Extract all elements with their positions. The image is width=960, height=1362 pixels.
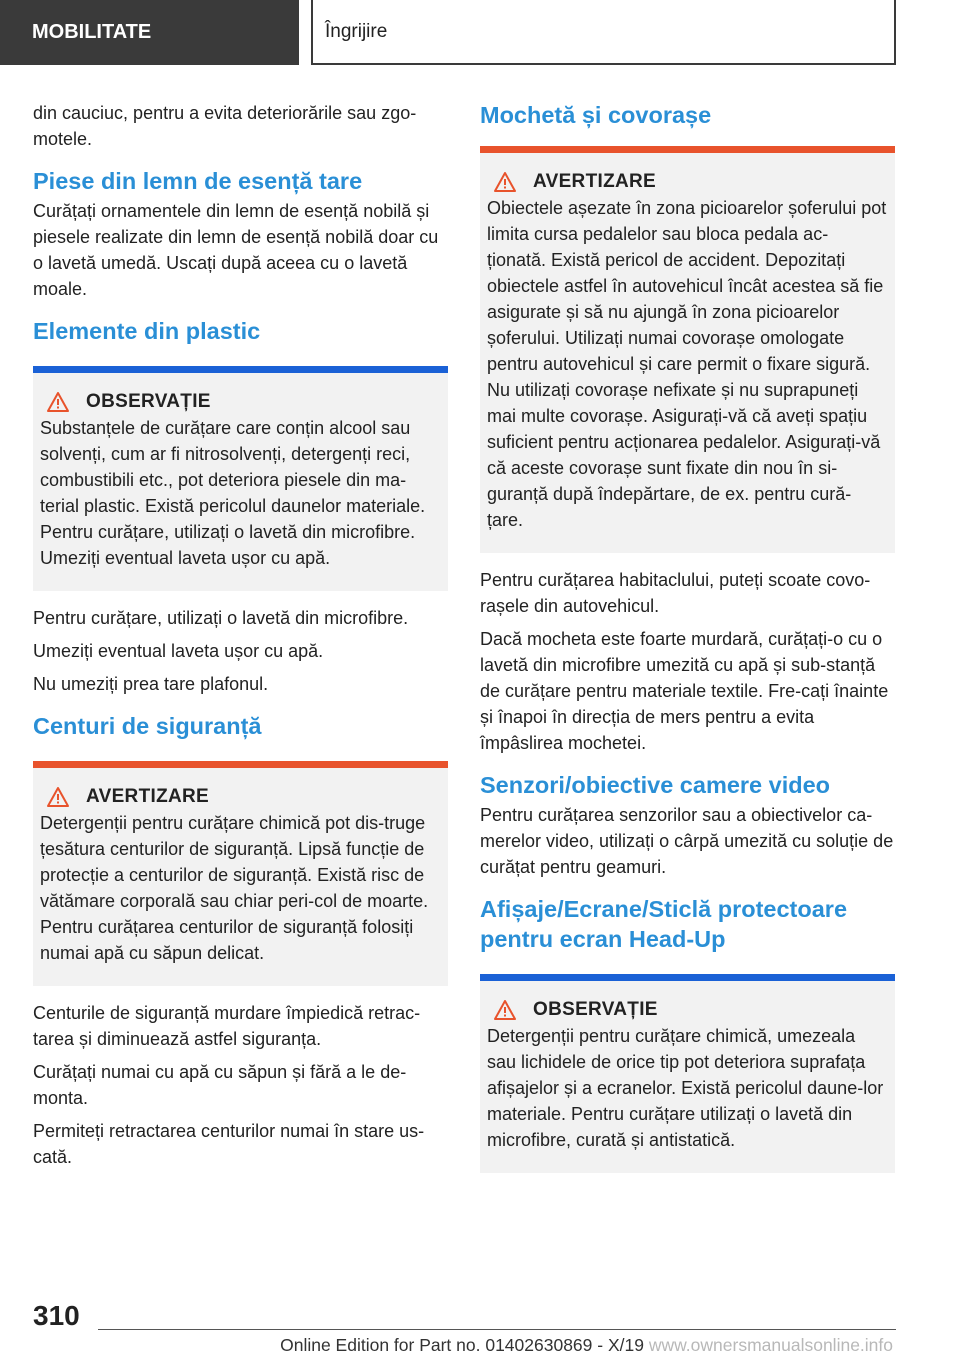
warning-box-carpets xyxy=(480,146,895,553)
footer-divider xyxy=(98,1329,896,1330)
section-tab xyxy=(0,0,299,65)
note-box-plastic xyxy=(33,366,448,591)
warning-triangle-icon xyxy=(46,391,70,413)
warning-box-seat-belts xyxy=(33,761,448,986)
edition-text: Online Edition for Part no. 01402630869 - X/19 xyxy=(280,1335,644,1355)
note-text: Substanțele de curățare care conțin alcool sau solvenți, cum ar fi nitrosolvenți, detergenți reci, combustibili etc., pot deteriora piesele din ma-terial plastic. Există pericolul daunelor materiale. Pentru curățare, utilizați o lavetă din microfibre. Umeziți eventual laveta ușor cu apă. xyxy=(40,418,426,568)
warning-triangle-icon xyxy=(493,171,517,193)
right-column xyxy=(480,100,895,1187)
carpets-paragraph-1: Pentru curățarea habitaclului, puteți scoate covo-rașele din autovehicul. xyxy=(480,570,871,616)
heading-displays: Afișaje/Ecrane/Sticlă protectoare pentru ecran Head-Up xyxy=(480,896,848,952)
footer xyxy=(0,1335,893,1356)
warning-triangle-icon xyxy=(493,999,517,1021)
note-text: Detergenții pentru curățare chimică, umezeala sau lichidele de orice tip pot deteriora suprafața afișajelor și a ecranelor. Există pericolul daune-lor materiale. Pentru curățare utilizați o lavetă din microfibre, curată și antistatică. xyxy=(487,1026,884,1150)
watermark-site: www.ownersmanualsonline.info xyxy=(648,1335,893,1355)
note-title: OBSERVAȚIE xyxy=(533,999,658,1020)
warning-title: AVERTIZARE xyxy=(533,171,656,192)
chapter-tab xyxy=(311,0,896,65)
left-column xyxy=(33,100,448,1177)
warning-triangle-icon xyxy=(46,786,70,808)
wood-parts-text: Curățați ornamentele din lemn de esență nobilă și piesele realizate din lemn de esență nobilă doar cu o lavetă umedă. Uscați după aceea cu o lavetă moale. xyxy=(33,201,439,299)
warning-text: Obiectele așezate în zona picioarelor șoferului pot limita cursa pedalelor sau bloca pedala ac-ționată. Există pericol de accident. Depozitați obiectele astfel în autovehicul încât acestea să fie asigurate și să nu ajungă în zona picioarelor șoferului. Utilizați numai covorașe omologate pentru autovehicul și care permit o fixare sigură. Nu utilizați covorașe nefixate și nu suprapuneți mai multe covorașe. Asigurați-vă că aveți spațiu suficient pentru acționarea pedalelor. Asigurați-vă că aceste covorașe sunt fixate din nou în si-guranță după îndepărtare, de ex. pentru cură-țare. xyxy=(487,198,887,530)
sensors-paragraph: Pentru curățarea senzorilor sau a obiectivelor ca-merelor video, utilizați o cârpă umezită cu soluție de curățat pentru geamuri. xyxy=(480,805,894,877)
carpets-paragraph-2: Dacă mocheta este foarte murdară, curățați-o cu o lavetă din microfibre umezită cu apă și sub-stanță de curățare pentru materiale textile. Fre-cați înainte și înapoi în direcția de mers pentru a evita împâslirea mochetei. xyxy=(480,629,889,753)
belts-paragraph-2: Curățați numai cu apă cu săpun și fără a le de-monta. xyxy=(33,1062,407,1108)
warning-title: AVERTIZARE xyxy=(86,786,209,807)
belts-paragraph-3: Permiteți retractarea centurilor numai în stare us-cată. xyxy=(33,1121,425,1167)
belts-paragraph-1: Centurile de siguranță murdare împiedică retrac-tarea și diminuează astfel siguranța. xyxy=(33,1003,421,1049)
plastic-paragraph-1: Pentru curățare, utilizați o lavetă din microfibre. xyxy=(33,608,409,628)
heading-wood-parts: Piese din lemn de esență tare xyxy=(33,168,363,194)
note-box-displays xyxy=(480,974,895,1173)
heading-seat-belts: Centuri de siguranță xyxy=(33,713,262,739)
plastic-paragraph-3: Nu umeziți prea tare plafonul. xyxy=(33,674,269,694)
section-label: MOBILITATE xyxy=(32,21,152,43)
intro-paragraph: din cauciuc, pentru a evita deteriorările sau zgo-motele. xyxy=(33,103,417,149)
heading-plastic-parts: Elemente din plastic xyxy=(33,318,261,344)
warning-text: Detergenții pentru curățare chimică pot dis-truge țesătura centurilor de siguranță. Lipsă funcție de protecție a centurilor de siguranță. Există risc de vătămare corporală sau chiar peri-col de moarte. Pentru curățarea centurilor de siguranță folosiți numai apă cu săpun delicat. xyxy=(40,813,429,963)
heading-sensors-cameras: Senzori/obiective camere video xyxy=(480,772,831,798)
heading-carpets: Mochetă și covorașe xyxy=(480,102,712,128)
plastic-paragraph-2: Umeziți eventual laveta ușor cu apă. xyxy=(33,641,324,661)
page-number: 310 xyxy=(33,1300,80,1331)
note-title: OBSERVAȚIE xyxy=(86,391,211,412)
chapter-label: Îngrijire xyxy=(325,20,388,42)
